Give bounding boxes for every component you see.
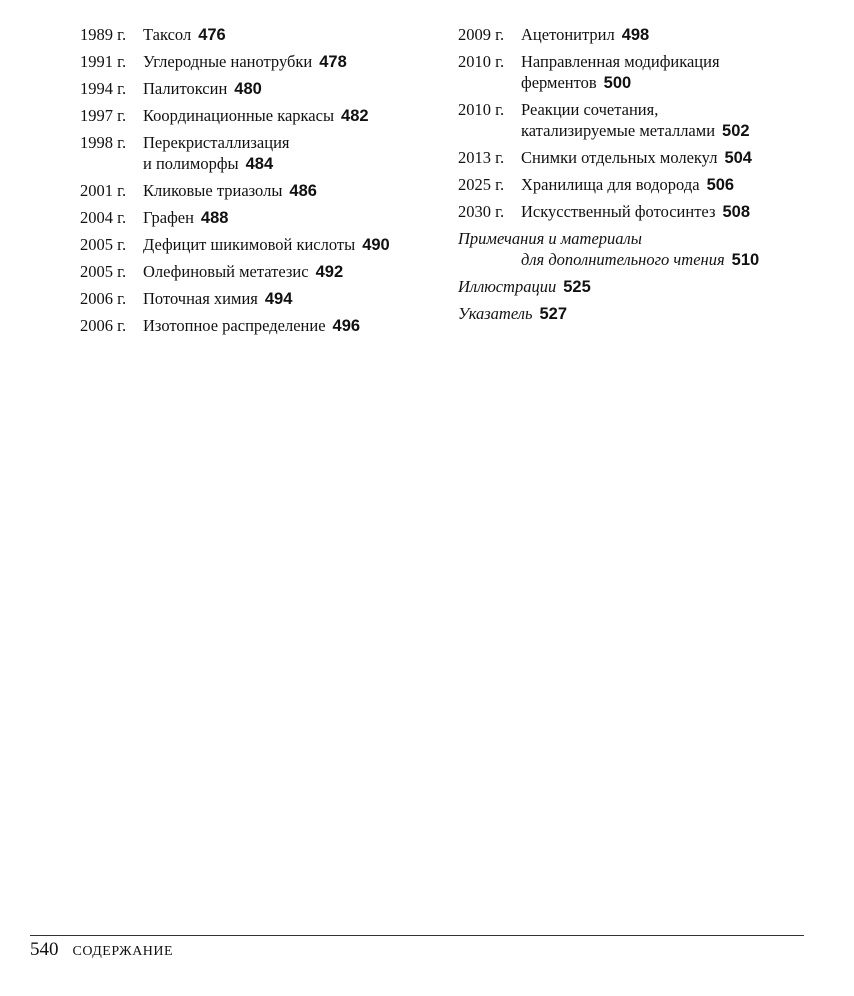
- entry-title-text: Искусственный фотосинтез: [521, 202, 716, 221]
- entry-year: 2005 г.: [80, 235, 127, 254]
- entry-title-text: Графен: [143, 208, 194, 227]
- entry-title-text: Дефицит шикимовой кислоты: [143, 235, 356, 254]
- entry-title-text: Таксол: [143, 25, 192, 44]
- toc-entry: [80, 24, 450, 46]
- entry-year: 2004 г.: [80, 208, 127, 227]
- entry-title: [143, 78, 262, 100]
- toc-entry: [80, 51, 450, 73]
- entry-title-text: Координационные каркасы: [143, 106, 335, 125]
- toc-entry: [80, 207, 450, 229]
- backmatter-title-line2: [458, 249, 818, 271]
- toc-entry: [458, 99, 818, 142]
- entry-year: 1991 г.: [80, 52, 127, 71]
- entry-title: [521, 147, 752, 169]
- entry-title-text: Снимки отдельных молекул: [521, 148, 718, 167]
- entry-page-number: 502: [722, 122, 750, 140]
- entry-title-text: Изотопное распределение: [143, 316, 326, 335]
- entry-title: [143, 315, 360, 337]
- entry-year: 2009 г.: [458, 25, 505, 44]
- entry-page-number: 506: [706, 176, 735, 194]
- entry-title: [521, 24, 649, 46]
- toc-entry: [80, 180, 450, 202]
- toc-entry: [80, 288, 450, 310]
- entry-title: [143, 288, 292, 310]
- entry-page-number: 500: [603, 74, 632, 92]
- entry-year: 1997 г.: [80, 106, 127, 125]
- entry-page-number: 486: [289, 182, 317, 200]
- entry-title-text: Олефиновый метатезис: [143, 262, 309, 281]
- entry-page-number: 488: [200, 209, 229, 227]
- entry-title: [143, 180, 317, 202]
- toc-backmatter-index: [458, 303, 818, 325]
- toc-entry: [458, 51, 818, 94]
- entry-title-text: Кликовые триазолы: [143, 181, 283, 200]
- page-footer: [30, 939, 173, 961]
- entry-page-number: 480: [234, 80, 262, 98]
- entry-page-number: 492: [315, 263, 344, 281]
- toc-entry: [458, 174, 818, 196]
- backmatter-title: Примечания и материалы: [458, 229, 642, 248]
- entry-year: 2030 г.: [458, 202, 505, 221]
- entry-page-number: 482: [341, 107, 369, 125]
- entry-title-text: Хранилища для водорода: [521, 175, 700, 194]
- toc-entry: [80, 132, 450, 175]
- entry-year: 2005 г.: [80, 262, 127, 281]
- entry-title: [143, 234, 390, 256]
- entry-page-number: 508: [722, 203, 750, 221]
- entry-page-number: 494: [264, 290, 293, 308]
- entry-year: 2010 г.: [458, 52, 505, 71]
- toc-entry: [458, 147, 818, 169]
- page-number: 540: [30, 939, 59, 960]
- entry-page-number: 478: [319, 53, 347, 71]
- entry-title: [143, 24, 226, 46]
- entry-title: [143, 261, 343, 283]
- entry-title: [143, 132, 290, 175]
- entry-year: 2025 г.: [458, 175, 505, 194]
- toc-entry: [458, 24, 818, 46]
- entry-title-text: Направленная модификация: [521, 52, 720, 71]
- entry-year: 1994 г.: [80, 79, 127, 98]
- toc-right-column: [458, 24, 818, 330]
- backmatter-page-number: 510: [731, 251, 760, 269]
- entry-year: 2001 г.: [80, 181, 127, 200]
- entry-page-number: 484: [245, 155, 274, 173]
- entry-title-text: Углеродные нанотрубки: [143, 52, 313, 71]
- entry-title-text: Поточная химия: [143, 289, 258, 308]
- toc-backmatter-illustrations: [458, 276, 818, 298]
- backmatter-title: Указатель: [458, 304, 533, 323]
- entry-title-text-line2: ферментов: [521, 73, 597, 92]
- toc-entry: [458, 201, 818, 223]
- entry-title: [521, 174, 734, 196]
- entry-title-text-line2: катализируемые металлами: [521, 121, 716, 140]
- entry-year: 1989 г.: [80, 25, 127, 44]
- entry-year: 2010 г.: [458, 100, 505, 119]
- entry-page-number: 498: [621, 26, 650, 44]
- toc-entry: [80, 261, 450, 283]
- backmatter-page-number: 525: [563, 278, 591, 296]
- backmatter-title: Иллюстрации: [458, 277, 557, 296]
- entry-title: [143, 105, 369, 127]
- entry-title: [143, 51, 347, 73]
- footer-rule: [30, 935, 804, 936]
- entry-title-text: Ацетонитрил: [521, 25, 615, 44]
- entry-title-text: Реакции сочетания,: [521, 100, 659, 119]
- entry-title: [521, 51, 720, 94]
- toc-entry: [80, 78, 450, 100]
- entry-page-number: 490: [362, 236, 390, 254]
- entry-title-text: Перекристаллизация: [143, 133, 290, 152]
- toc-left-column: [80, 24, 450, 342]
- toc-entry: [80, 315, 450, 337]
- running-head: СОДЕРЖАНИЕ: [72, 944, 174, 959]
- entry-page-number: 476: [198, 26, 226, 44]
- backmatter-title-text-line2: для дополнительного чтения: [521, 250, 725, 269]
- entry-title: [521, 201, 750, 223]
- entry-year: 2013 г.: [458, 148, 505, 167]
- toc-entry: [80, 234, 450, 256]
- entry-title: [521, 99, 750, 142]
- entry-year: 1998 г.: [80, 133, 127, 152]
- entry-year: 2006 г.: [80, 316, 127, 335]
- entry-page-number: 504: [724, 149, 752, 167]
- entry-title: [143, 207, 228, 229]
- entry-year: 2006 г.: [80, 289, 127, 308]
- toc-backmatter-notes: [458, 228, 818, 271]
- toc-entry: [80, 105, 450, 127]
- entry-page-number: 496: [332, 317, 361, 335]
- backmatter-page-number: 527: [539, 305, 567, 323]
- entry-title-text-line2: и полиморфы: [143, 154, 239, 173]
- entry-title-text: Палитоксин: [143, 79, 228, 98]
